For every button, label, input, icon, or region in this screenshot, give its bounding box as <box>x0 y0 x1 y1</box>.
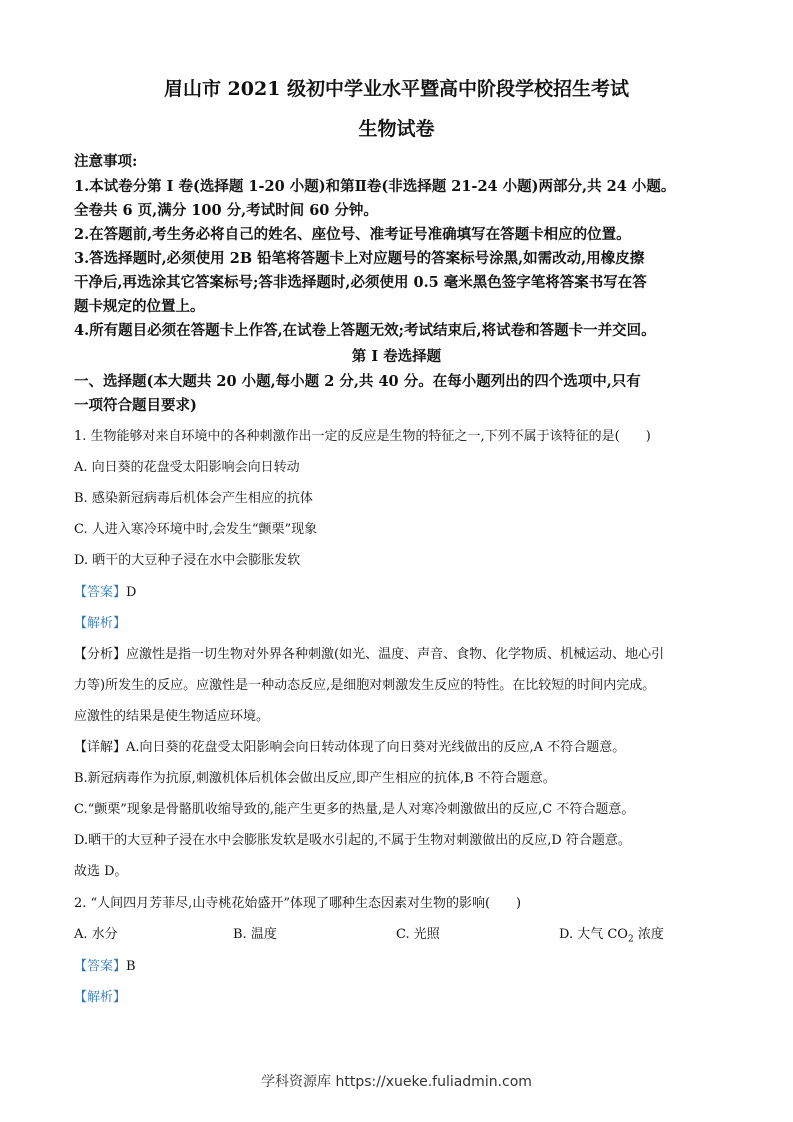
section-instruction-2: 一项符合题目要求) <box>74 397 197 414</box>
question-1-fenxi-line-1 <box>74 643 664 662</box>
question-1-analysis-label: 【解析】 <box>74 616 127 631</box>
notice-line-1: 1.本试卷分第 I 卷(选择题 1-20 小题)和第Ⅱ卷(非选择题 21-24 小题)两部分,共 24 小题。 <box>74 178 676 195</box>
question-1-xiangjie-line-3: C.“颤栗”现象是骨骼肌收缩导致的,能产生更多的热量,是人对寒冷刺激做出的反应,C 不符合题意。 <box>74 802 635 817</box>
xiangjie-text: A.向日葵的花盘受太阳影响会向日转动体现了向日葵对光线做出的反应,A 不符合题意。 <box>126 740 626 755</box>
question-2-option-a: A. 水分 <box>74 927 118 942</box>
xiangjie-label: 【详解】 <box>74 740 127 755</box>
notice-line-5: 干净后,再选涂其它答案标号;答非选择题时,必须使用 0.5 毫米黑色签字笔将答案书写在答 <box>74 274 647 291</box>
answer-value: D <box>126 585 137 600</box>
exam-subtitle: 生物试卷 <box>358 118 435 140</box>
question-1-fenxi-line-3: 应激性的结果是使生物适应环境。 <box>74 709 270 724</box>
answer-label: 【答案】 <box>74 585 127 600</box>
question-1-xiangjie-line-2: B.新冠病毒作为抗原,刺激机体后机体会做出反应,即产生相应的抗体,B 不符合题意。 <box>74 771 556 786</box>
option-d-subscript: 2 <box>627 934 634 945</box>
question-2-option-c: C. 光照 <box>396 927 440 942</box>
question-2-analysis-label: 【解析】 <box>74 990 127 1005</box>
question-1-answer <box>74 581 136 600</box>
answer-value: B <box>126 959 136 974</box>
notice-line-7: 4.所有题目必须在答题卡上作答,在试卷上答题无效;考试结束后,将试卷和答题卡一并交回。 <box>74 322 656 339</box>
question-1-xiangjie-line-4: D.晒干的大豆种子浸在水中会膨胀发软是吸水引起的,不属于生物对刺激做出的反应,D 符合题意。 <box>74 833 631 848</box>
question-1-stem: 1. 生物能够对来自环境中的各种刺激作出一定的反应是生物的特征之一,下列不属于该特征的是( ) <box>74 429 651 444</box>
notice-heading: 注意事项: <box>74 153 138 170</box>
question-2-option-b: B. 温度 <box>233 927 277 942</box>
footer-watermark: 学科资源库 https://xueke.fuliadmin.com <box>261 1074 532 1090</box>
fenxi-label: 【分析】 <box>74 647 127 662</box>
option-d-text: D. 大气 CO <box>559 927 628 942</box>
notice-line-3: 2.在答题前,考生务必将自己的姓名、座位号、准考证号准确填写在答题卡相应的位置。 <box>74 226 631 243</box>
question-1-option-a: A. 向日葵的花盘受太阳影响会向日转动 <box>74 460 300 475</box>
question-2-stem: 2. “人间四月芳菲尽,山寺桃花始盛开”体现了哪种生态因素对生物的影响( ) <box>74 896 522 911</box>
question-1-conclusion: 故选 D。 <box>74 864 128 879</box>
question-1-xiangjie-line-1 <box>74 736 625 755</box>
notice-line-6: 题卡规定的位置上。 <box>74 298 205 315</box>
section-instruction-1: 一、选择题(本大题共 20 小题,每小题 2 分,共 40 分。在每小题列出的四个选项中,只有 <box>74 373 641 390</box>
question-1-fenxi-line-2: 力等)所发生的反应。应激性是一种动态反应,是细胞对刺激发生反应的特性。在比较短的时间内完成。 <box>74 678 656 693</box>
notice-line-2: 全卷共 6 页,满分 100 分,考试时间 60 分钟。 <box>74 202 378 219</box>
exam-title: 眉山市 2021 级初中学业水平暨高中阶段学校招生考试 <box>163 78 630 100</box>
answer-label: 【答案】 <box>74 959 127 974</box>
question-1-option-b: B. 感染新冠病毒后机体会产生相应的抗体 <box>74 491 313 506</box>
question-1-option-d: D. 晒干的大豆种子浸在水中会膨胀发软 <box>74 553 301 568</box>
fenxi-text: 应激性是指一切生物对外界各种刺激(如光、温度、声音、食物、化学物质、机械运动、地心引 <box>126 647 665 662</box>
question-1-option-c: C. 人进入寒冷环境中时,会发生“颤栗”现象 <box>74 522 318 537</box>
question-2-answer <box>74 955 136 974</box>
question-2-option-d <box>559 923 664 945</box>
notice-line-4: 3.答选择题时,必须使用 2B 铅笔将答题卡上对应题号的答案标号涂黑,如需改动,用橡皮擦 <box>74 250 645 267</box>
option-d-suffix: 浓度 <box>633 927 664 942</box>
section-title: 第 I 卷选择题 <box>351 348 442 365</box>
